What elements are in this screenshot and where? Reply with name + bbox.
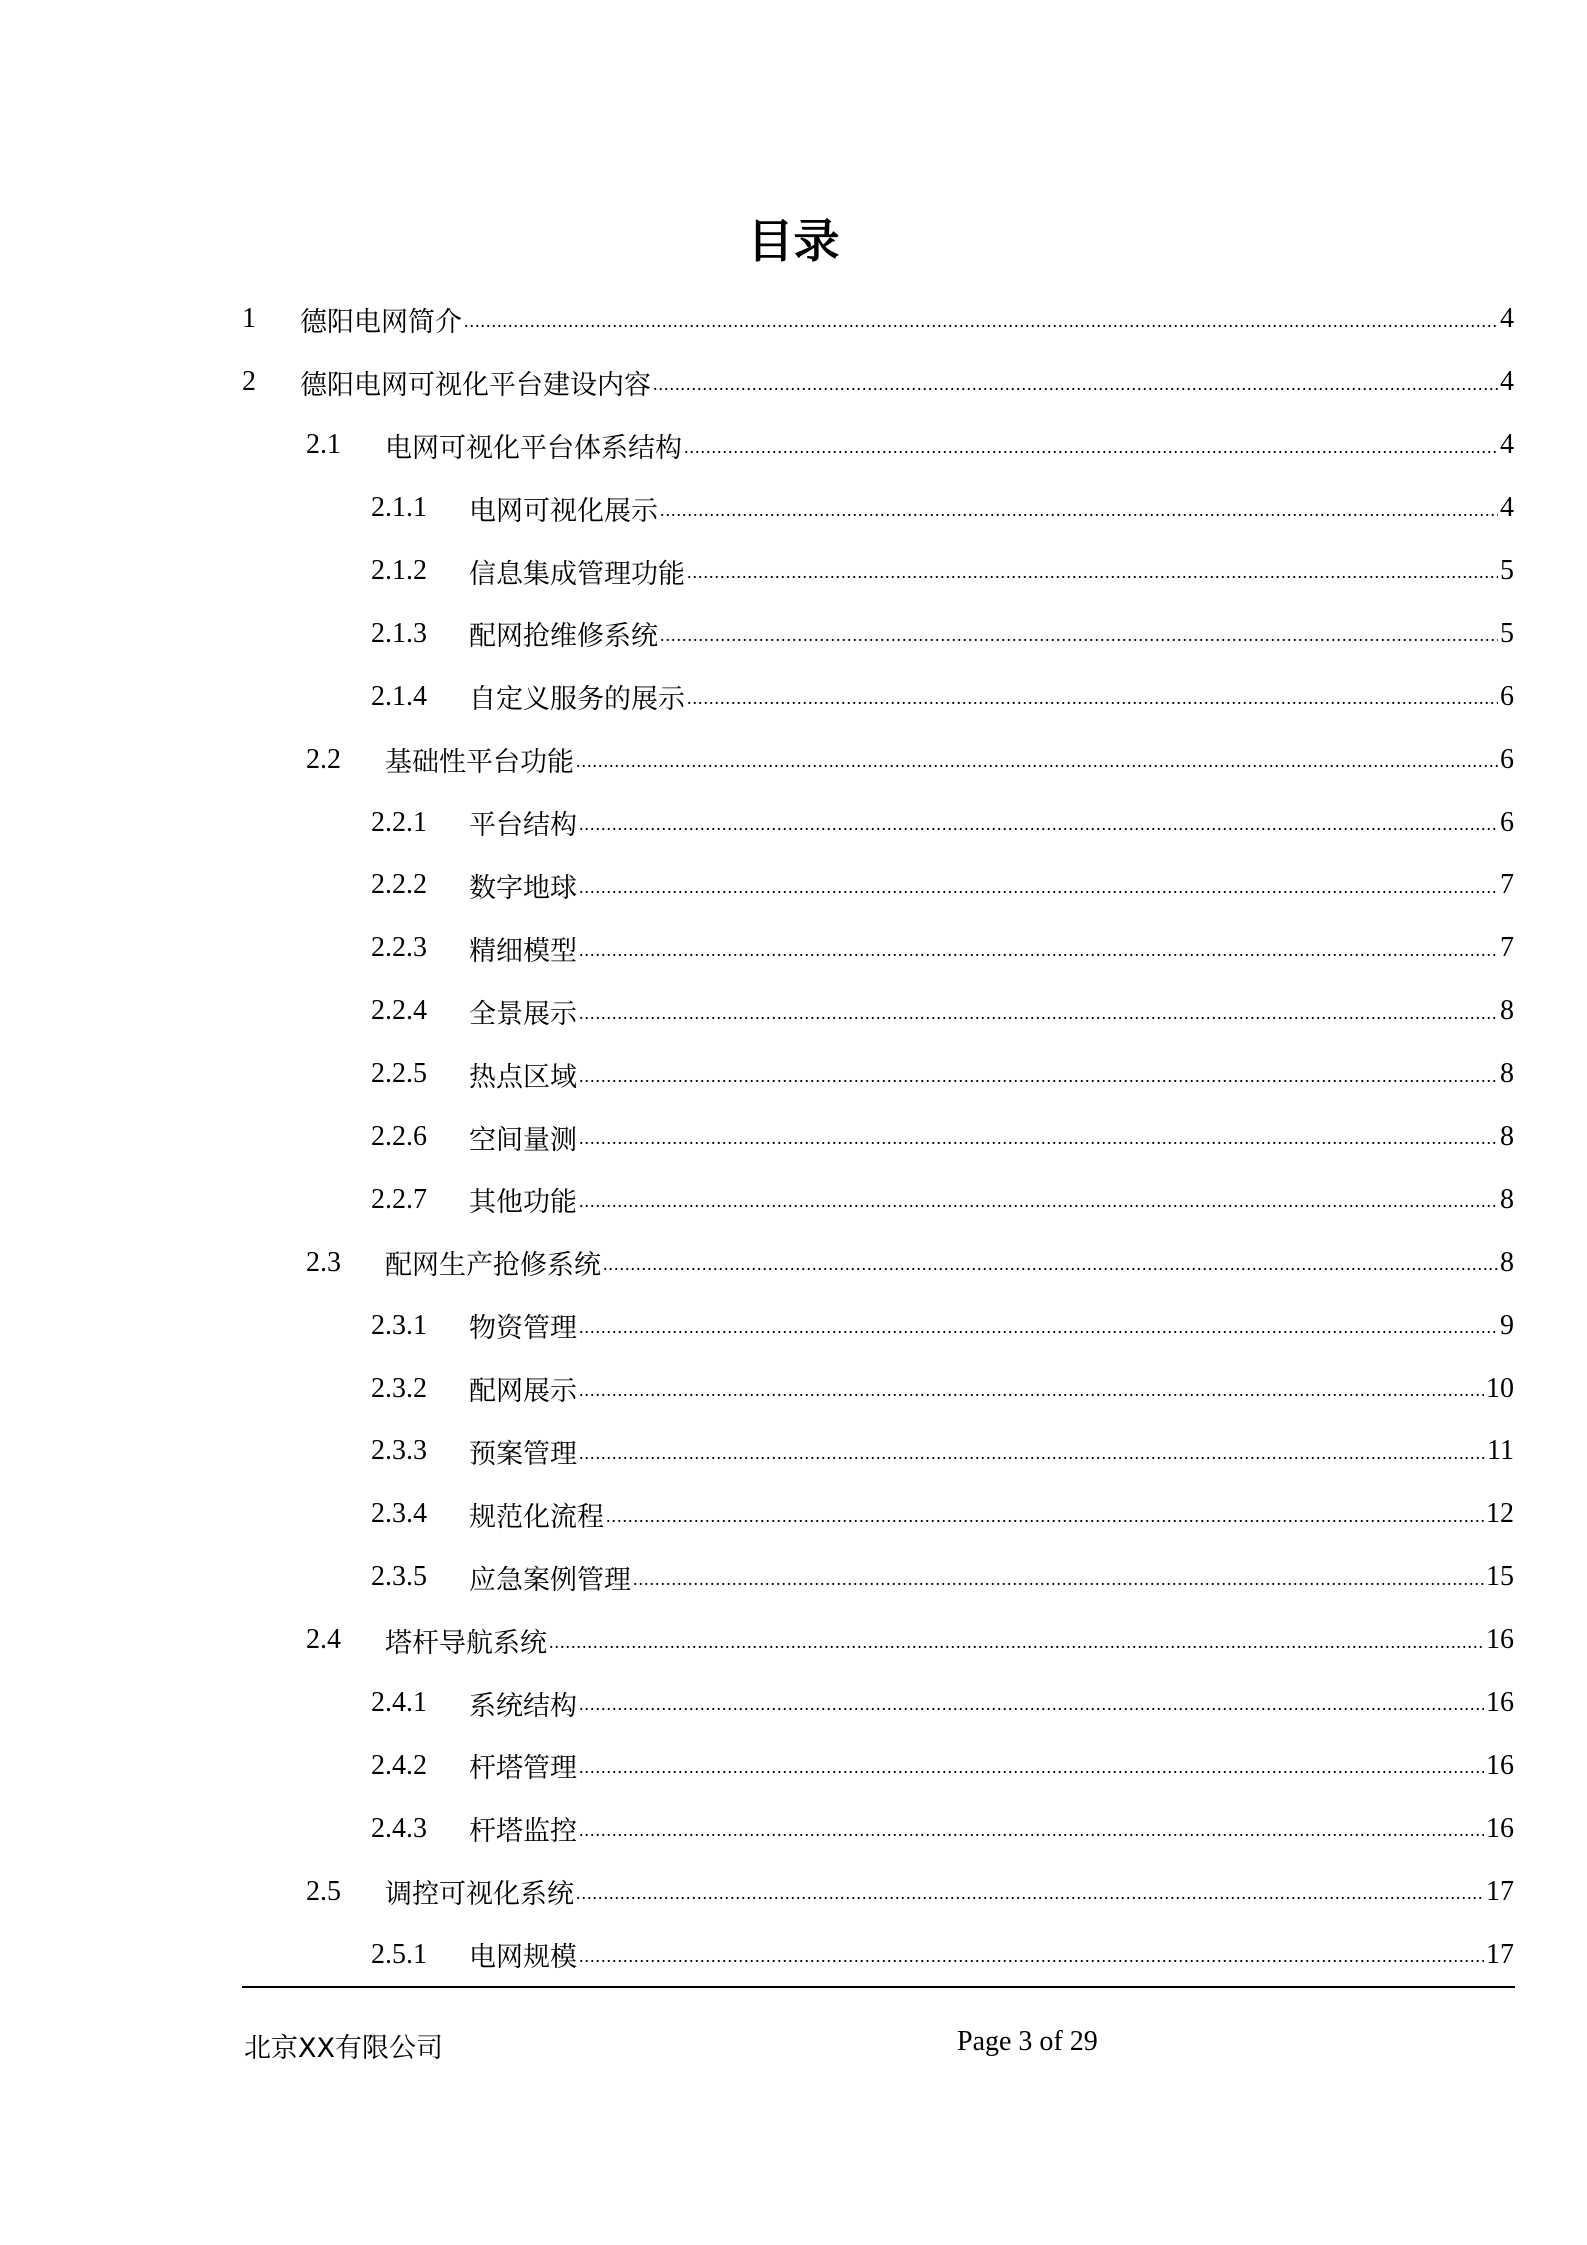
- toc-entry[interactable]: [242, 1168, 1514, 1231]
- toc-entry-page: 8: [1500, 1246, 1514, 1278]
- toc-entry-title: 物资管理: [469, 1313, 577, 1345]
- toc-entry-page: 9: [1500, 1309, 1514, 1341]
- toc-entry-title: 基础性平台功能: [385, 747, 574, 779]
- toc-entry-page: 4: [1500, 366, 1514, 398]
- toc-entry-title: 平台结构: [469, 810, 577, 842]
- toc-leader-dots: [660, 617, 1498, 665]
- toc-entry[interactable]: [242, 665, 1514, 728]
- toc-entry-number: 2.3: [306, 1246, 341, 1278]
- toc-entry-title: 热点区域: [469, 1061, 577, 1093]
- toc-entry-number: 2.5: [306, 1875, 341, 1907]
- toc-entry-number: 2: [242, 366, 256, 398]
- toc-entry-number: 2.4.3: [371, 1812, 427, 1844]
- toc-leader-dots: [579, 995, 1498, 1043]
- toc-leader-dots: [579, 1183, 1498, 1231]
- toc-entry-title: 其他功能: [469, 1187, 577, 1219]
- toc-leader-dots: [579, 806, 1498, 854]
- toc-entry-number: 2.2.7: [371, 1183, 427, 1215]
- toc-entry[interactable]: [242, 980, 1514, 1043]
- toc-entry-title: 德阳电网可视化平台建设内容: [300, 369, 651, 401]
- toc-entry-page: 16: [1486, 1624, 1514, 1656]
- toc-entry-title: 空间量测: [469, 1124, 577, 1156]
- toc-leader-dots: [579, 1749, 1484, 1797]
- toc-entry-page: 5: [1500, 617, 1514, 649]
- toc-leader-dots: [579, 1058, 1498, 1106]
- toc-entry-title: 配网展示: [469, 1376, 577, 1408]
- toc-entry[interactable]: [242, 1231, 1514, 1294]
- toc-entry-number: 2.2.6: [371, 1121, 427, 1153]
- toc-entry[interactable]: [242, 854, 1514, 917]
- toc-entry[interactable]: [242, 1734, 1514, 1797]
- toc-entry-title: 配网抢维修系统: [469, 621, 658, 653]
- toc-entry-page: 6: [1500, 743, 1514, 775]
- toc-entry[interactable]: [242, 1106, 1514, 1169]
- toc-entry-page: 8: [1500, 1058, 1514, 1090]
- toc-leader-dots: [576, 743, 1498, 791]
- toc-entry-title: 电网可视化平台体系结构: [385, 432, 682, 464]
- toc-entry-page: 7: [1500, 869, 1514, 901]
- toc-entry-page: 16: [1486, 1749, 1514, 1781]
- footer-company: 北京XX有限公司: [244, 2033, 443, 2064]
- toc-leader-dots: [653, 366, 1498, 414]
- toc-entry-number: 2.4: [306, 1624, 341, 1656]
- toc-entry-page: 7: [1500, 932, 1514, 964]
- table-of-contents: [242, 288, 1514, 1986]
- toc-entry[interactable]: [242, 1609, 1514, 1672]
- toc-entry-number: 2.2.1: [371, 806, 427, 838]
- toc-leader-dots: [579, 1686, 1484, 1734]
- toc-entry[interactable]: [242, 602, 1514, 665]
- toc-leader-dots: [579, 1435, 1485, 1483]
- toc-entry-page: 6: [1500, 680, 1514, 712]
- toc-entry-page: 8: [1500, 995, 1514, 1027]
- toc-entry[interactable]: [242, 477, 1514, 540]
- toc-entry[interactable]: [242, 1420, 1514, 1483]
- toc-leader-dots: [576, 1875, 1484, 1923]
- toc-entry[interactable]: [242, 1860, 1514, 1923]
- toc-entry-title: 预案管理: [469, 1438, 577, 1470]
- toc-leader-dots: [579, 869, 1498, 917]
- toc-entry[interactable]: [242, 1546, 1514, 1609]
- toc-leader-dots: [660, 492, 1498, 540]
- toc-entry[interactable]: [242, 917, 1514, 980]
- toc-entry-number: 2.4.1: [371, 1687, 427, 1719]
- toc-entry-number: 2.2.2: [371, 869, 427, 901]
- toc-entry-number: 2.3.4: [371, 1498, 427, 1530]
- toc-entry[interactable]: [242, 414, 1514, 477]
- toc-leader-dots: [579, 1372, 1484, 1420]
- toc-entry-page: 8: [1500, 1121, 1514, 1153]
- toc-entry-page: 6: [1500, 806, 1514, 838]
- toc-entry-title: 自定义服务的展示: [469, 684, 685, 716]
- toc-leader-dots: [579, 1938, 1484, 1986]
- toc-leader-dots: [603, 1246, 1498, 1294]
- toc-entry-number: 2.4.2: [371, 1749, 427, 1781]
- toc-entry-title: 配网生产抢修系统: [385, 1250, 601, 1282]
- toc-entry-number: 2.1: [306, 429, 341, 461]
- toc-entry-title: 信息集成管理功能: [469, 558, 685, 590]
- toc-entry[interactable]: [242, 1043, 1514, 1106]
- toc-entry-number: 1: [242, 303, 256, 335]
- toc-entry[interactable]: [242, 351, 1514, 414]
- toc-entry-page: 16: [1486, 1687, 1514, 1719]
- toc-entry-number: 2.2: [306, 743, 341, 775]
- toc-entry-title: 规范化流程: [469, 1501, 604, 1533]
- toc-entry-page: 17: [1486, 1938, 1514, 1970]
- toc-entry-title: 应急案例管理: [469, 1564, 631, 1596]
- toc-entry-page: 10: [1486, 1372, 1514, 1404]
- toc-entry[interactable]: [242, 1797, 1514, 1860]
- toc-entry-page: 15: [1486, 1561, 1514, 1593]
- toc-entry-page: 4: [1500, 492, 1514, 524]
- footer-divider: [242, 1986, 1515, 1988]
- toc-entry[interactable]: [242, 791, 1514, 854]
- toc-entry-title: 系统结构: [469, 1690, 577, 1722]
- toc-entry-title: 全景展示: [469, 998, 577, 1030]
- toc-entry-number: 2.2.5: [371, 1058, 427, 1090]
- toc-entry-number: 2.3.3: [371, 1435, 427, 1467]
- toc-entry[interactable]: [242, 288, 1514, 351]
- toc-entry-number: 2.2.4: [371, 995, 427, 1027]
- toc-entry[interactable]: [242, 728, 1514, 791]
- toc-entry-title: 电网规模: [469, 1942, 577, 1974]
- toc-entry-number: 2.1.4: [371, 680, 427, 712]
- toc-entry[interactable]: [242, 540, 1514, 603]
- toc-entry-number: 2.3.5: [371, 1561, 427, 1593]
- toc-entry[interactable]: [242, 1294, 1514, 1357]
- toc-leader-dots: [579, 1309, 1498, 1357]
- toc-leader-dots: [549, 1624, 1484, 1672]
- footer-page-number: Page 3 of 29: [957, 2026, 1098, 2057]
- toc-entry-number: 2.2.3: [371, 932, 427, 964]
- toc-entry[interactable]: [242, 1923, 1514, 1986]
- toc-leader-dots: [464, 303, 1498, 351]
- toc-entry-page: 4: [1500, 303, 1514, 335]
- toc-entry-page: 17: [1486, 1875, 1514, 1907]
- toc-entry[interactable]: [242, 1672, 1514, 1735]
- toc-entry-title: 杆塔监控: [469, 1816, 577, 1848]
- toc-entry-number: 2.3.1: [371, 1309, 427, 1341]
- toc-entry-page: 5: [1500, 555, 1514, 586]
- toc-entry-title: 数字地球: [469, 872, 577, 904]
- toc-entry-title: 电网可视化展示: [469, 495, 658, 527]
- toc-entry-title: 杆塔管理: [469, 1753, 577, 1785]
- toc-entry[interactable]: [242, 1357, 1514, 1420]
- toc-entry-page: 8: [1500, 1183, 1514, 1215]
- toc-entry-number: 2.1.2: [371, 555, 427, 586]
- page-title: 目录: [747, 214, 840, 268]
- toc-leader-dots: [579, 1812, 1484, 1860]
- toc-leader-dots: [606, 1498, 1484, 1546]
- toc-entry-title: 调控可视化系统: [385, 1879, 574, 1911]
- toc-entry-number: 2.5.1: [371, 1938, 427, 1970]
- toc-entry[interactable]: [242, 1483, 1514, 1546]
- toc-entry-page: 11: [1487, 1435, 1514, 1467]
- toc-entry-page: 12: [1486, 1498, 1514, 1530]
- toc-leader-dots: [579, 1120, 1498, 1168]
- toc-entry-page: 4: [1500, 429, 1514, 461]
- toc-entry-number: 2.1.3: [371, 617, 427, 649]
- toc-leader-dots: [579, 932, 1498, 980]
- toc-leader-dots: [684, 429, 1498, 477]
- toc-entry-title: 德阳电网简介: [300, 306, 462, 338]
- toc-entry-number: 2.1.1: [371, 492, 427, 524]
- toc-entry-title: 塔杆导航系统: [385, 1627, 547, 1659]
- toc-entry-page: 16: [1486, 1812, 1514, 1844]
- toc-entry-title: 精细模型: [469, 935, 577, 967]
- toc-entry-number: 2.3.2: [371, 1372, 427, 1404]
- toc-leader-dots: [633, 1561, 1484, 1609]
- toc-leader-dots: [687, 554, 1498, 602]
- toc-leader-dots: [687, 680, 1498, 728]
